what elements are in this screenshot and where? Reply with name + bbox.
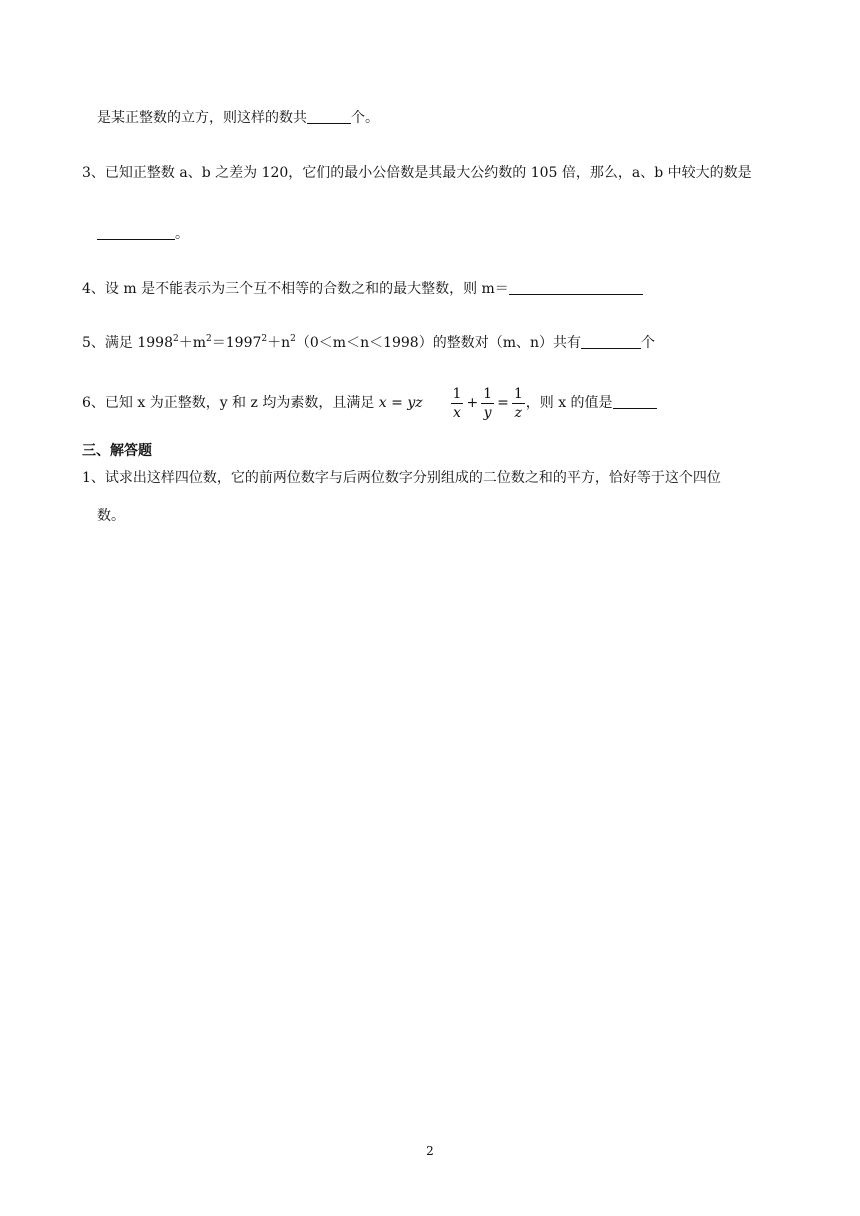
answer-blank[interactable] (307, 109, 351, 124)
problem-1-line-2: 数。 (97, 508, 125, 524)
question-text-tail: 个。 (351, 110, 379, 126)
exponent: 2 (261, 334, 268, 344)
fraction-1-over-y: $\frac{1}{y}$ (483, 385, 493, 421)
equation: x = yz (378, 395, 423, 411)
question-3-answer-line (97, 224, 189, 244)
question-text: ＋n (267, 335, 291, 351)
question-4 (82, 279, 643, 299)
section-heading: 三、解答题 (82, 443, 152, 459)
question-text: 3、已知正整数 a、b 之差为 120，它们的最小公倍数是其最大公约数的 105 倍，那么，a、b 中较大的数是 (82, 165, 752, 181)
equals-sign: = (497, 395, 509, 411)
answer-blank[interactable] (97, 225, 175, 240)
problem-1-line-1: 1、试求出这样四位数，它的前两位数字与后两位数字分别组成的二位数之和的平方，恰好等于这个四位 (82, 470, 721, 486)
question-3 (82, 163, 752, 183)
question-5 (82, 333, 655, 353)
exponent: 2 (290, 334, 296, 344)
fraction-1-over-z: $\frac{1}{z}$ (513, 385, 523, 421)
question-text: ＋m (178, 335, 207, 351)
question-text-tail: 。 (175, 226, 189, 242)
plus-sign: + (466, 395, 479, 411)
page-number: 2 (426, 1144, 434, 1158)
answer-blank[interactable] (581, 334, 641, 349)
question-text: ，则 x 的值是 (525, 395, 613, 411)
fraction-1-over-x: $\frac{1}{x}$ (452, 385, 462, 421)
answer-blank[interactable] (509, 280, 643, 295)
exponent: 2 (173, 334, 179, 344)
question-text: ＝1997 (211, 335, 262, 351)
exponent: 2 (206, 334, 212, 344)
question-6 (82, 383, 657, 423)
question-text: （0＜m＜n＜1998）的整数对（m、n）共有 (295, 335, 582, 351)
question-text: 是某正整数的立方，则这样的数共 (97, 110, 307, 126)
answer-blank[interactable] (613, 394, 657, 409)
question-text: 6、已知 x 为正整数，y 和 z 均为素数，且满足 (82, 395, 375, 411)
question-text-tail: 个 (641, 335, 656, 351)
question-text: 5、满足 1998 (82, 335, 173, 351)
question-text: 4、设 m 是不能表示为三个互不相等的合数之和的最大整数，则 m＝ (82, 281, 509, 297)
question-2-continuation (97, 108, 379, 128)
